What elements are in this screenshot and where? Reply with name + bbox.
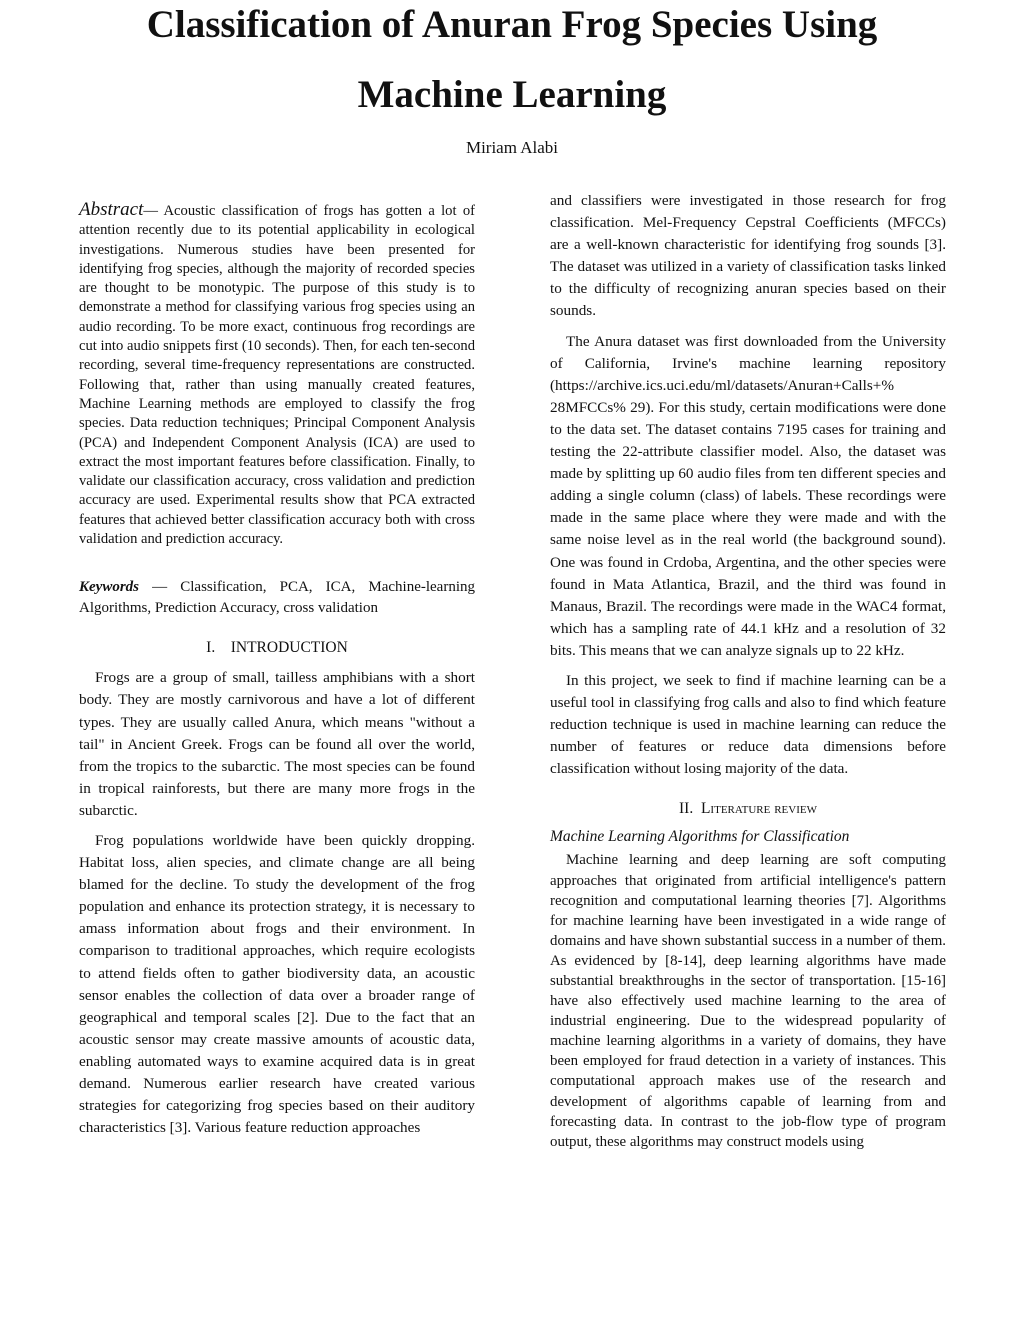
keywords-text: Classification, PCA, ICA, Machine-learning Algorithms, Prediction Accuracy, cross validation [79, 579, 475, 617]
intro-paragraph-1: Frogs are a group of small, tailless amphibians with a short body. They are mostly carnivorous and have a lot of different types. They are usually called Anura, which means "without a tail" in Ancient Greek. Frogs can be found all over the world, from the tropics to the subarctic. The most species can be found in tropical rainforests, but there are many more frogs in the subarctic. [79, 669, 475, 819]
author-name: Miriam Alabi [465, 138, 559, 157]
intro-heading: I. INTRODUCTION [206, 639, 348, 657]
title-line-2: Machine Learning [357, 73, 667, 116]
literature-heading-text: Literature review [700, 800, 817, 818]
literature-subheading: Machine Learning Algorithms for Classification [550, 828, 850, 846]
right-paragraph-1: and classifiers were investigated in those research for frog classification. Mel-Frequency Cepstral Coefficients (MFCCs) are a well-known characteristic for identifying frog sounds [3]. The dataset was utilized in a variety of classification tasks linked to the difficulty of recognizing anuran species based on their sounds. [550, 192, 946, 320]
literature-paragraph-1: Machine learning and deep learning are soft computing approaches that originated from artificial intelligence's pattern recognition and computational learning theories [7]. Algorithms for machine learning have been investigated in a wide range of domains and have shown substantial success in a number of them. As evidenced by [8-14], deep learning algorithms have made substantial breakthroughs in the sector of transportation. [15-16] have also effectively used machine learning to the area of industrial engineering. Due to the widespread popularity of machine learning algorithms in a variety of domains, they have been employed for fraud detection in a variety of instances. This computational approach makes use of the research and development of algorithms capable of learning from and forecasting data. In contrast to the job-flow type of program output, these algorithms may construct models using [550, 852, 946, 1150]
right-paragraph-2: The Anura dataset was first downloaded from the University of California, Irvine's machine learning repository (https://archive.ics.uci.edu/ml/datasets/Anuran+Calls+% 28MFCCs% 29). For this study, certain modifications were done to the data set. The dataset contains 7195 cases for training and testing the 22-attribute classifier model. Also, the dataset was made by splitting up 60 audio files from ten different species and adding a single column (class) of labels. These recordings were made in the same place where they were made and with the same noise level as in the real world (the background sound). One was found in Crdoba, Argentina, and the other species were found in Mata Atlantica, Brazil, and the third was found in Manaus, Brazil. The recordings were made in the WAC4 format, which has a sampling rate of 44.1 kHz and a resolution of 32 bits. This means that we can analyze signals up to 22 kHz. [550, 332, 946, 659]
paper-title [0, 0, 1024, 130]
abstract-text: Acoustic classification of frogs has gotten a lot of attention recently due to its potential applicability in ecological investigations. Numerous studies have been presented for identifying frog species, although the majority of recorded species are thought to be monotypic. The purpose of this study is to demonstrate a method for classifying various frog species using an audio recording. To be more exact, continuous frog recordings are cut into audio snippets first (10 seconds). Then, for each ten-second recording, several time-frequency representations are constructed. Following that, rather than using manually created features, Machine Learning methods are employed to classify the frog species. Data reduction techniques; Principal Component Analysis (PCA) and Independent Component Analysis (ICA) are used to extract the most important features before classification. Finally, to validate our classification accuracy, cross validation and prediction accuracy are used. Experimental results show that PCA extracted features that achieved better classification accuracy both with cross validation and prediction accuracy. [79, 203, 475, 548]
keywords-dash: — [152, 579, 168, 596]
abstract [79, 200, 475, 549]
left-column [79, 200, 475, 1147]
right-column [550, 190, 946, 1160]
abstract-dash: — [143, 203, 158, 219]
abstract-label: Abstract [79, 199, 144, 220]
literature-heading-number: II. [679, 800, 694, 818]
keywords-label: Keywords [79, 579, 139, 596]
intro-paragraph-2: Frog populations worldwide have been quickly dropping. Habitat loss, alien species, and climate change are all being blamed for the decline. To study the development of the frog population and enhance its protection strategy, it is necessary to amass information about frogs and their environment. In comparison to traditional approaches, which require ecologists to attend fields often to gather biodiversity data, an acoustic sensor enables the collection of data over a broader range of geographical and temporal scales [2]. Due to the fact that an acoustic sensor may create massive amounts of acoustic data, enabling automated ways to examine acquired data is in great demand. Numerous earlier research have created various strategies for categorizing frog species based on their auditory characteristics [3]. Various feature reduction approaches [79, 832, 475, 1137]
keywords [79, 577, 475, 619]
literature-heading [550, 800, 946, 818]
title-line-1: Classification of Anuran Frog Species Using [146, 3, 878, 46]
right-paragraph-3: In this project, we seek to find if machine learning can be a useful tool in classifying frog calls and also to find which feature reduction technique is used in machine learning can reduce the number of features or reduce data dimensions before classification without losing majority of the data. [550, 671, 946, 778]
